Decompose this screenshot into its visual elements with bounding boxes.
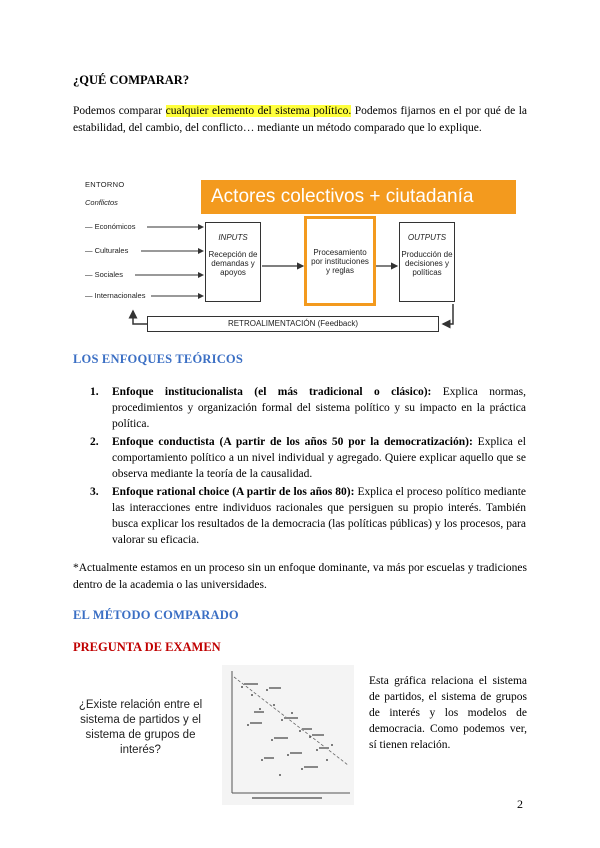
political-system-diagram: [85, 176, 523, 338]
side-label-internacionales: — Internacionales: [85, 291, 146, 300]
enfoque-item-3: 3. Enfoque rational choice (A partir de los años 80): Explica el proceso político mediante las interacciones entre individuos racionales que persiguen su propio interés. También busca explicar los resultados de la democracia (las políticas públicas) y los procesos, para valorar su eficacia.: [90, 486, 526, 546]
intro-text-before: Podemos comparar: [73, 105, 166, 117]
section-heading-pregunta: PREGUNTA DE EXAMEN: [73, 640, 221, 654]
enfoques-list: [90, 384, 526, 548]
parties-interest-groups-graph: [222, 665, 354, 805]
feedback-bar: RETROALIMENTACIÓN (Feedback): [147, 316, 439, 332]
outputs-text: Producción de decisiones y políticas: [401, 250, 453, 277]
diagram-entorno-label: ENTORNO: [85, 180, 125, 189]
section-heading-enfoques: LOS ENFOQUES TEÓRICOS: [73, 352, 243, 366]
intro-text-after: Podemos fijarnos en el por qué de la estabilidad, del cambio, del conflicto… mediante un método comparado que lo explique.: [73, 105, 528, 134]
page-number: 2: [517, 797, 523, 811]
side-label-sociales: — Sociales: [85, 270, 123, 279]
graph-description: Esta gráfica relaciona el sistema de partidos, el sistema de grupos de interés y los modelos de democracia. Como podemos ver, sí tienen relación.: [369, 675, 527, 751]
banner-actores-colectivos: Actores colectivos + ciutadanía: [201, 180, 516, 214]
diagram-conflictos-label: Conflictos: [85, 198, 118, 207]
intro-highlight: cualquier elemento del sistema político.: [165, 105, 352, 117]
inputs-title: INPUTS: [218, 233, 248, 242]
side-label-culturales: — Culturales: [85, 246, 129, 255]
note-paragraph: *Actualmente estamos en un proceso sin un enfoque dominante, va más por escuelas y tradiciones dentro de la academia o las universidades.: [73, 562, 527, 591]
outputs-title: OUTPUTS: [407, 233, 447, 242]
side-label-economicos: — Económicos: [85, 222, 136, 231]
inputs-text: Recepción de demandas y apoyos: [208, 250, 258, 277]
process-box: [304, 216, 376, 306]
exam-question: ¿Existe relación entre el sistema de partidos y el sistema de grupos de interés?: [78, 699, 203, 756]
enfoque-item-1: 1. Enfoque institucionalista (el más tradicional o clásico): Explica normas, procedimientos y organización formal del sistema político y su impacto en la práctica política.: [90, 386, 526, 430]
intro-paragraph: [73, 103, 527, 137]
section-heading-metodo: EL MÉTODO COMPARADO: [73, 608, 239, 622]
outputs-box: [399, 222, 455, 302]
inputs-box: [205, 222, 261, 302]
enfoque-item-2: 2. Enfoque conductista (A partir de los años 50 por la democratización): Explica el comportamiento político a un nivel individual y agregado. Quiere explicar aquello que se observa mediante la teoría de la causalidad.: [90, 436, 526, 480]
process-text: Procesamiento por instituciones y reglas: [311, 247, 369, 275]
section-heading-compare: ¿QUÉ COMPARAR?: [73, 73, 190, 87]
